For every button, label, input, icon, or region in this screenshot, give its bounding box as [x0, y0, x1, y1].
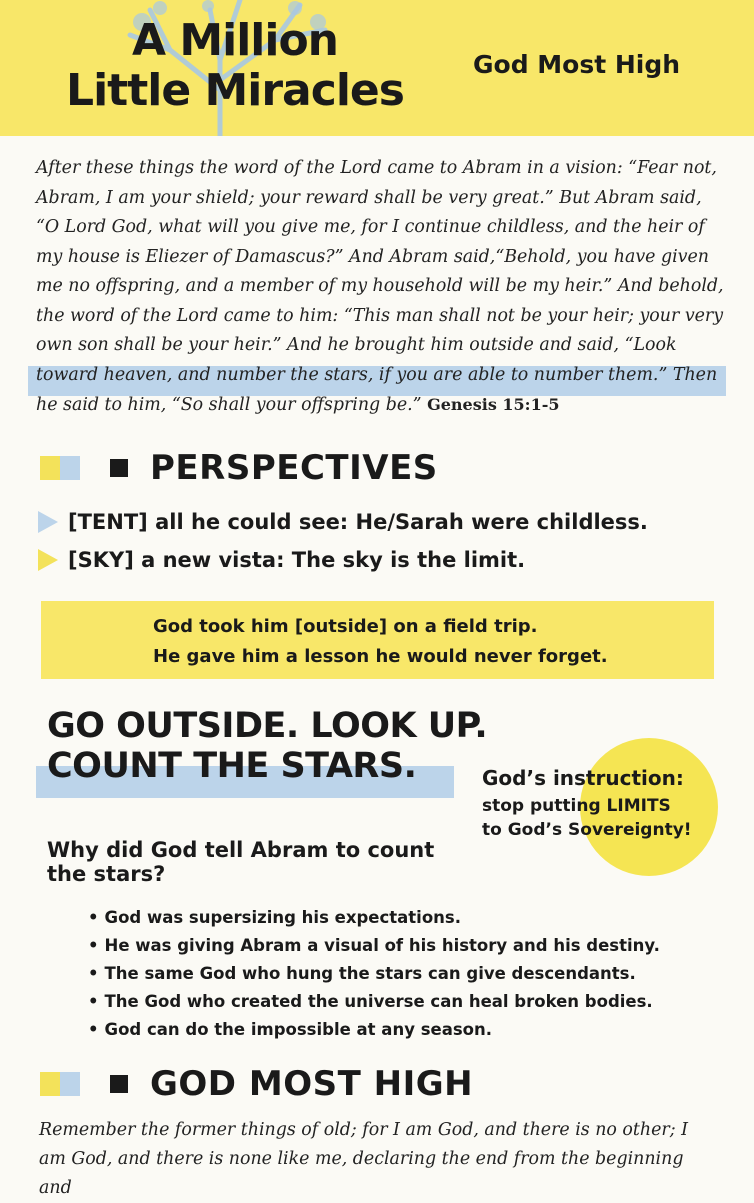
page-title	[30, 16, 440, 116]
color-marker	[40, 1072, 80, 1096]
god-most-high-heading	[40, 1064, 473, 1104]
color-marker	[40, 456, 80, 480]
instruction-text	[482, 794, 692, 842]
perspective-item-tent	[38, 510, 648, 534]
list-item: • The same God who hung the stars can give descendants.	[88, 960, 660, 988]
section-title: GOD MOST HIGH	[150, 1064, 474, 1104]
instruction-title: God’s instruction:	[482, 766, 684, 790]
instruction-line-1: stop putting LIMITS	[482, 796, 671, 816]
scripture-reference: Genesis 15:1-5	[427, 395, 560, 414]
list-item: • The God who created the universe can heal broken bodies.	[88, 988, 660, 1016]
perspective-item-sky	[38, 548, 525, 572]
list-item: • God was supersizing his expectations.	[88, 904, 660, 932]
section-title: PERSPECTIVES	[150, 448, 438, 488]
title-line-2: Little Miracles	[66, 65, 404, 116]
why-question: Why did God tell Abram to count the stars?	[47, 838, 435, 886]
square-bullet-icon	[110, 459, 128, 477]
perspective-text: [SKY] a new vista: The sky is the limit.	[68, 548, 526, 572]
field-trip-callout	[41, 601, 714, 679]
instruction-line-2: to God’s Sovereignty!	[482, 820, 692, 840]
scripture-passage	[36, 154, 726, 421]
headline-line-1: GO OUTSIDE. LOOK UP.	[47, 706, 488, 746]
list-item: • He was giving Abram a visual of his history and his destiny.	[88, 932, 660, 960]
instruction-callout	[482, 766, 692, 842]
scripture-text: After these things the word of the Lord came to Abram in a vision: “Fear not, Abram, I am your shield; your reward shall be very great.” But Abram said, “O Lord God, what will you give me, for I continue childless, and the heir of my house is Eliezer of Damascus?” And Abram said,“Behold, you have given me no offspring, and a member of my household will be my heir.” And behold, the word of the Lord came to him: “This man shall not be your heir; your very own son shall be your heir.” And he brought him outside and said, “Look toward heaven, and number the stars, if you are able to number them.” Then he said to him, “So shall your offspring be.”	[36, 158, 724, 415]
reasons-list	[88, 904, 660, 1044]
triangle-icon	[38, 511, 58, 533]
subtitle: God Most High	[473, 50, 681, 79]
callout-line-1: God took him [outside] on a field trip.	[153, 616, 538, 637]
headline-line-2: COUNT THE STARS.	[47, 746, 417, 786]
perspectives-heading	[40, 448, 438, 488]
header-banner	[0, 0, 754, 136]
go-outside-headline	[47, 706, 487, 786]
list-item: • God can do the impossible at any season.	[88, 1016, 660, 1044]
triangle-icon	[38, 549, 58, 571]
title-line-1: A Million	[131, 15, 339, 66]
perspective-text: [TENT] all he could see: He/Sarah were childless.	[68, 510, 648, 534]
square-bullet-icon	[110, 1075, 128, 1093]
closing-scripture: Remember the former things of old; for I am God, and there is no other; I am God, and there is none like me, declaring the end from the beginning and	[39, 1120, 688, 1198]
callout-line-2: He gave him a lesson he would never forget.	[153, 646, 608, 667]
